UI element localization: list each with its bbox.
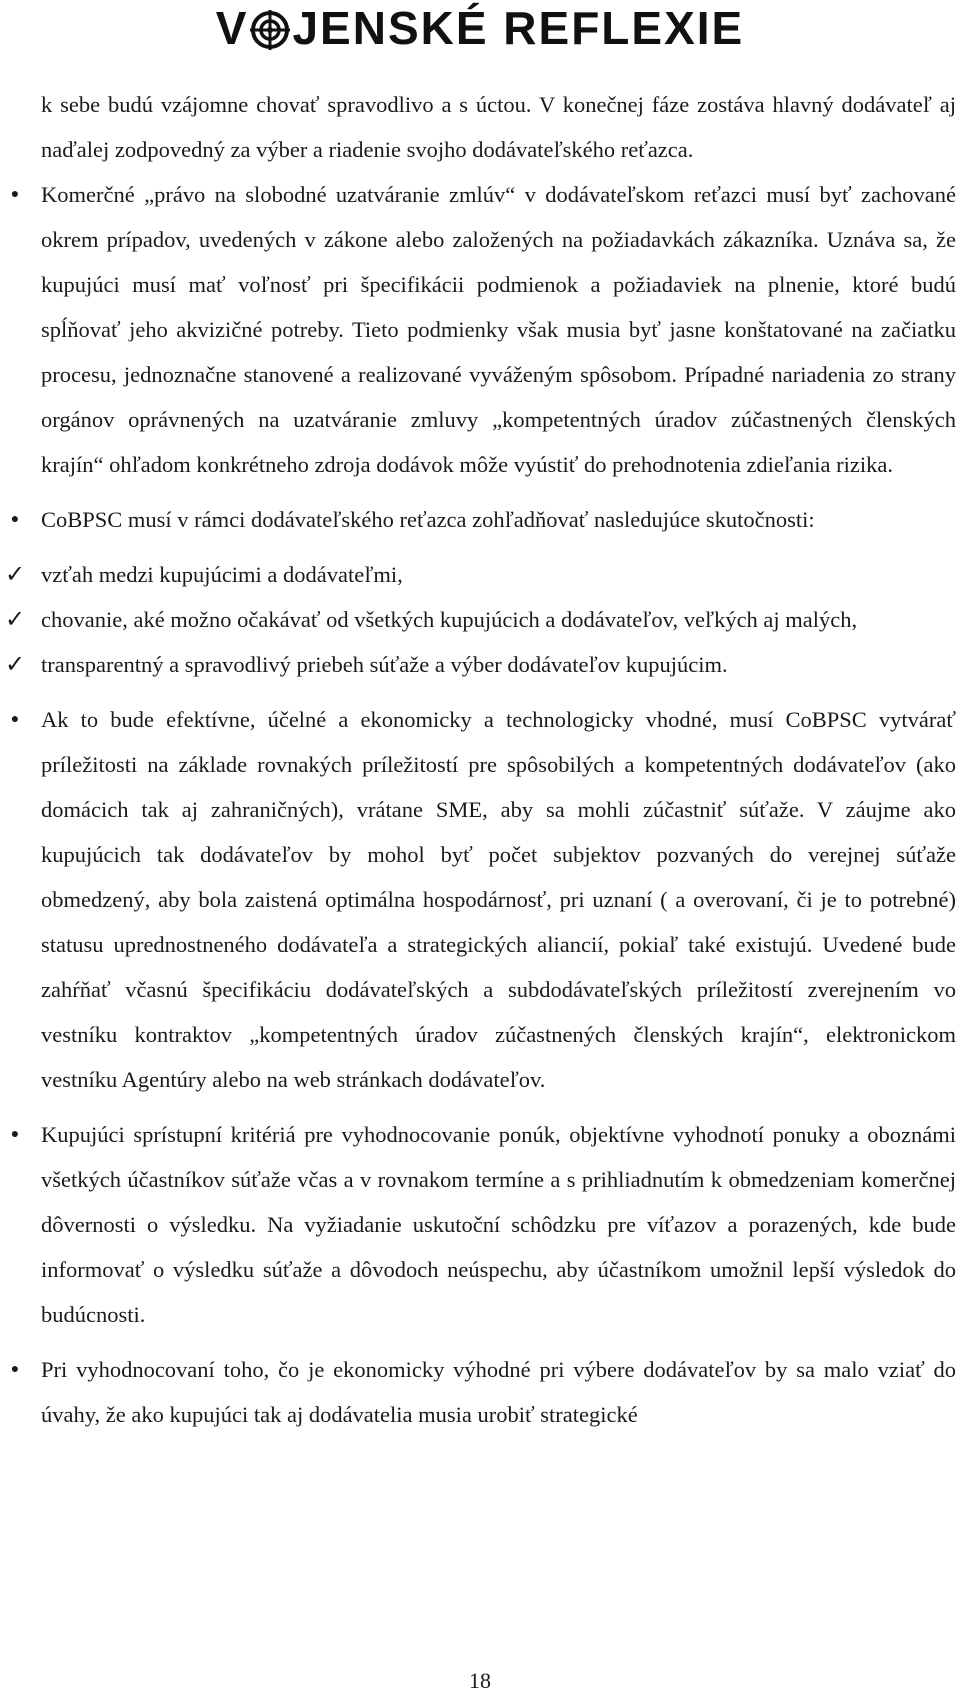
check-item [4,642,956,687]
bullet-icon: ● [10,187,20,202]
paragraph-continuation: k sebe budú vzájomne chovať spravodlivo a s úctou. V konečnej fáze zostáva hlavný dodávateľ aj naďalej zodpovedný za výber a riadenie svojho dodávateľského reťazca. [41,92,956,162]
page-number: 18 [469,1668,491,1693]
crosshair-icon [250,10,290,58]
logo [216,4,744,58]
bullet-icon: ● [10,1362,20,1377]
check-text: vzťah medzi kupujúcimi a dodávateľmi, [41,562,403,587]
bullet-icon: ● [10,1127,20,1142]
check-text: chovanie, aké možno očakávať od všetkých kupujúcich a dodávateľov, veľkých aj malých, [41,607,858,632]
bullet-text: CoBPSC musí v rámci dodávateľského reťazca zohľadňovať nasledujúce skutočnosti: [41,507,815,532]
bullet-item [10,172,956,487]
checkmark-icon: ✓ [4,650,26,678]
check-item [4,552,956,597]
check-item [4,597,956,642]
check-text: transparentný a spravodlivý priebeh súťaže a výber dodávateľov kupujúcim. [41,652,728,677]
bullet-item [10,1112,956,1337]
bullet-item [10,1347,956,1437]
bullet-item [10,697,956,1102]
checkmark-icon: ✓ [4,605,26,633]
bullet-text: Komerčné „právo na slobodné uzatváranie zmlúv“ v dodávateľskom reťazci musí byť zachované okrem prípadov, uvedených v zákone alebo založených na požiadavkách zákazníka. Uznáva sa, že kupujúci musí mať voľnosť pri špecifikácii podmienok a požiadaviek na plnenie, ktoré budú spĺňovať jeho akvizičné potreby. Tieto podmienky však musia byť jasne konštatované na začiatku procesu, jednoznačne stanovené a realizované vyváženým spôsobom. Prípadné nariadenia zo strany orgánov oprávnených na uzatváranie zmluvy „kompetentných úradov zúčastnených členských krajín“ ohľadom konkrétneho zdroja dodávok môže vyústiť do prehodnotenia zdieľania rizika. [41,182,956,477]
bullet-text: Kupujúci sprístupní kritériá pre vyhodnocovanie ponúk, objektívne vyhodnotí ponuky a oboznámi všetkých účastníkov súťaže včas a v rovnakom termíne a s prihliadnutím k obmedzeniam komerčnej dôvernosti o výsledku. Na vyžiadanie uskutoční schôdzku pre víťazov a porazených, kde bude informovať o výsledku súťaže a dôvodoch neúspechu, aby účastníkom umožnil lepší výsledok do budúcnosti. [41,1122,956,1327]
checkmark-icon: ✓ [4,560,26,588]
bullet-text: Pri vyhodnocovaní toho, čo je ekonomicky výhodné pri výbere dodávateľov by sa malo vziať do úvahy, že ako kupujúci tak aj dodávatelia musia urobiť strategické [41,1357,956,1427]
page-header [0,0,960,56]
logo-text: JENSKÉ REFLEXIE [292,2,745,54]
document-body [4,82,956,1437]
bullet-item [10,497,956,542]
bullet-icon: ● [10,712,20,727]
bullet-icon: ● [10,512,20,527]
bullet-text: Ak to bude efektívne, účelné a ekonomicky a technologicky vhodné, musí CoBPSC vytvárať príležitosti na základe rovnakých príležitostí pre spôsobilých a kompetentných dodávateľov (ako domácich tak aj zahraničných), vrátane SME, aby sa mohli zúčastniť súťaže. V záujme ako kupujúcich tak dodávateľov by mohol byť počet subjektov pozvaných do verejnej súťaže obmedzený, aby bola zaistená optimálna hospodárnosť, pri uznaní ( a overovaní, či je to potrebné) statusu uprednostneného dodávateľa a strategických aliancií, pokiaľ také existujú. Uvedené bude zahŕňať včasnú špecifikáciu dodávateľských a subdodávateľských príležitostí zverejnením vo vestníku kontraktov „kompetentných úradov zúčastnených členských krajín“, elektronickom vestníku Agentúry alebo na web stránkach dodávateľov. [41,707,956,1092]
logo-letter: V [215,2,249,54]
